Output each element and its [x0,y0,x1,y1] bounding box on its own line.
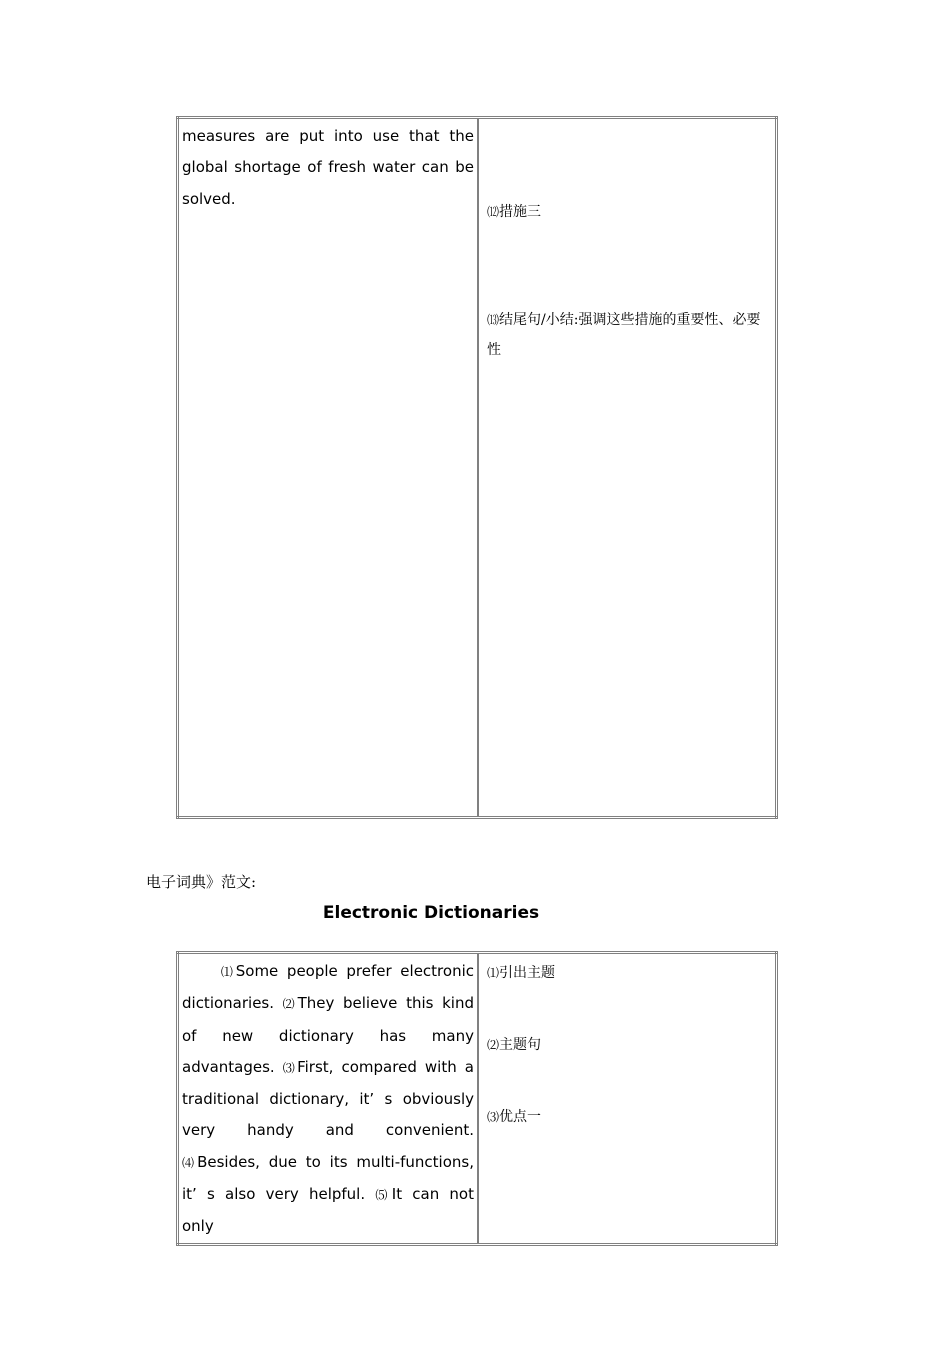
annotation-advantage-one: ⑶优点一 [487,1109,542,1125]
essay-title: Electronic Dictionaries [322,903,540,923]
sentence: Some people prefer electronic dictionaries. [182,962,474,1013]
sentence: First, compared with a traditional dictionary, it’ s obviously very handy and convenient. [182,1057,474,1140]
essay-text: measures are put into use that the global shortage of fresh water can be solved. [182,127,474,208]
annotation-cell [478,953,777,1245]
outline-table-dictionaries [176,951,778,1246]
section-heading: 电子词典》范文: [146,873,257,891]
essay-text: ⑴Some people prefer electronic dictionaries. ⑵They believe this kind of new dictionary has many advantages. ⑶First, compared with a traditional dictionary, it’ s obviously very handy and convenient. ⑷Besides, due to its multi-functions, it’ s also very helpful. ⑸It can not only [182,962,474,1236]
sentence: Besides, due to its multi-functions, it’ s also very helpful. [182,1152,474,1204]
annotation-conclusion: ⒀结尾句/小结:强调这些措施的重要性、必要性 [487,312,761,358]
essay-text-cell [178,953,479,1245]
essay-text-cell [178,118,479,818]
annotation-topic-sentence: ⑵主题句 [487,1037,542,1053]
sentence: They believe this kind of new dictionary has many advantages. [182,994,474,1076]
annotation-intro: ⑴引出主题 [487,965,556,981]
annotation-cell [478,118,777,818]
sentence: It can not only [182,1185,474,1236]
annotation-measure-three: ⑿措施三 [487,204,542,220]
outline-table-water [176,116,778,819]
